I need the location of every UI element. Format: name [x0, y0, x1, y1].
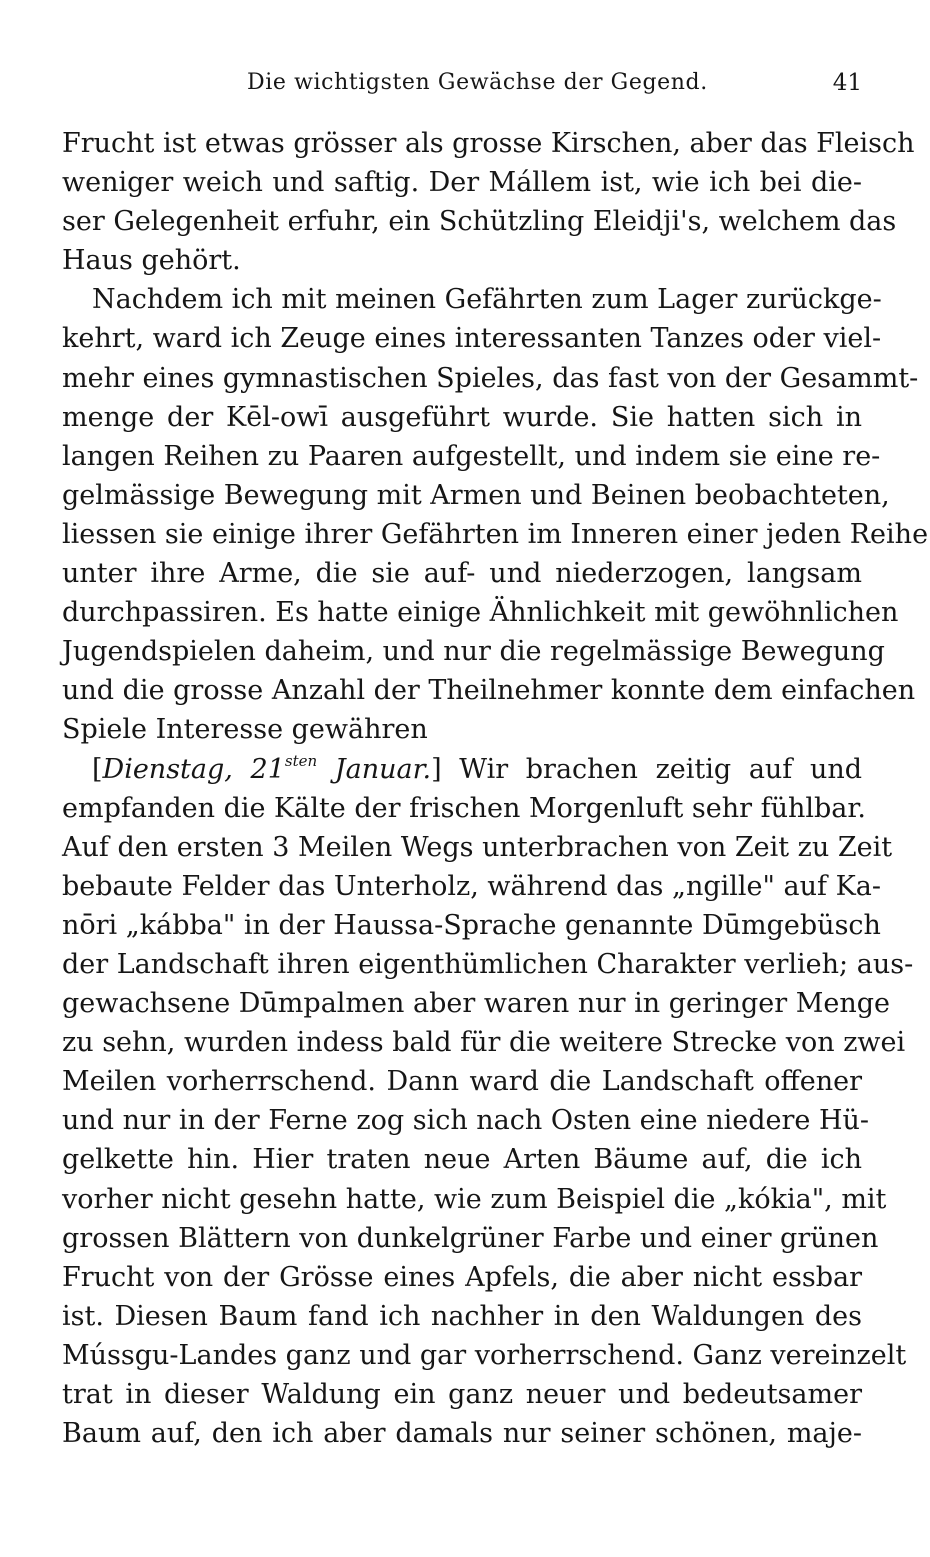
dateline-month: Januar. — [317, 753, 432, 785]
text-line: ser Gelegenheit erfuhr, ein Schützling Eleidji's, welchem das — [62, 206, 897, 238]
text-line: zu sehn, wurden indess bald für die weitere Strecke von zwei — [62, 1027, 906, 1059]
text-line: Nachdem ich mit meinen Gefährten zum Lager zurückge- — [92, 284, 882, 316]
dateline-weekday: Dienstag, 21 — [102, 753, 285, 785]
text-line: kehrt, ward ich Zeuge eines interessanten Tanzes oder viel- — [62, 323, 882, 355]
text-line: bebaute Felder das Unterholz, während das „ngille" auf Ka- — [62, 870, 881, 902]
text-line: vorher nicht gesehn hatte, wie zum Beispiel die „kókia", mit — [62, 1183, 887, 1215]
dateline-rest: Wir brachen zeitig auf und — [441, 753, 863, 785]
text-line: empfanden die Kälte der frischen Morgenluft sehr fühlbar. — [62, 792, 866, 824]
text-line: nōri „kábba" in der Haussa-Sprache genannte Dūmgebüsch — [62, 909, 881, 941]
text-line: und nur in der Ferne zog sich nach Osten eine niedere Hü- — [62, 1105, 870, 1137]
text-line: ist. Diesen Baum fand ich nachher in den Waldungen des — [62, 1300, 862, 1332]
text-line: grossen Blättern von dunkelgrüner Farbe und einer grünen — [62, 1222, 879, 1254]
text-line: Frucht von der Grösse eines Apfels, die aber nicht essbar — [62, 1261, 862, 1293]
text-line: gewachsene Dūmpalmen aber waren nur in geringer Menge — [62, 988, 890, 1020]
text-line: liessen sie einige ihrer Gefährten im Inneren einer jeden Reihe — [62, 518, 929, 550]
text-line: Jugendspielen daheim, und nur die regelmässige Bewegung — [62, 636, 885, 668]
text-line: weniger weich und saftig. Der Mállem ist, wie ich bei die- — [62, 167, 862, 199]
dateline — [62, 750, 862, 789]
text-line: Baum auf, den ich aber damals nur seiner schönen, maje- — [62, 1418, 862, 1450]
text-line: Haus gehört. — [62, 245, 241, 277]
body-text — [62, 124, 929, 1453]
running-title: Die wichtigsten Gewächse der Gegend. — [247, 70, 708, 95]
text-line: langen Reihen zu Paaren aufgestellt, und indem sie eine re- — [62, 440, 881, 472]
text-line: unter ihre Arme, die sie auf- und niederzogen, langsam — [62, 558, 862, 590]
text-line: Meilen vorherrschend. Dann ward die Landschaft offener — [62, 1066, 862, 1098]
text-line: trat in dieser Waldung ein ganz neuer und bedeutsamer — [62, 1379, 862, 1410]
text-line: mehr eines gymnastischen Spieles, das fast von der Gesammt- — [62, 362, 919, 394]
text-line: und die grosse Anzahl der Theilnehmer konnte dem einfachen — [62, 675, 916, 707]
text-line: Mússgu-Landes ganz und gar vorherrschend. Ganz vereinzelt — [62, 1339, 907, 1371]
text-line: Frucht ist etwas grösser als grosse Kirschen, aber das Fleisch — [62, 128, 915, 159]
dateline-close-bracket: ] — [431, 753, 442, 785]
text-line: durchpassiren. Es hatte einige Ähnlichkeit mit gewöhnlichen — [62, 597, 899, 629]
text-line: gelmässige Bewegung mit Armen und Beinen beobachteten, — [62, 479, 890, 511]
text-line: gelkette hin. Hier traten neue Arten Bäume auf, die ich — [62, 1144, 862, 1176]
text-line: menge der Kēl-owī ausgeführt wurde. Sie hatten sich in — [62, 401, 862, 433]
text-line: Spiele Interesse gewähren — [62, 714, 428, 746]
page-header — [62, 70, 868, 104]
page-number: 41 — [832, 70, 862, 96]
dateline-ordinal: sten — [284, 751, 318, 770]
text-line: Auf den ersten 3 Meilen Wegs unterbrachen von Zeit zu Zeit — [62, 831, 893, 863]
text-line: der Landschaft ihren eigenthümlichen Charakter verlieh; aus- — [62, 948, 914, 980]
dateline-open-bracket: [ — [92, 753, 103, 785]
